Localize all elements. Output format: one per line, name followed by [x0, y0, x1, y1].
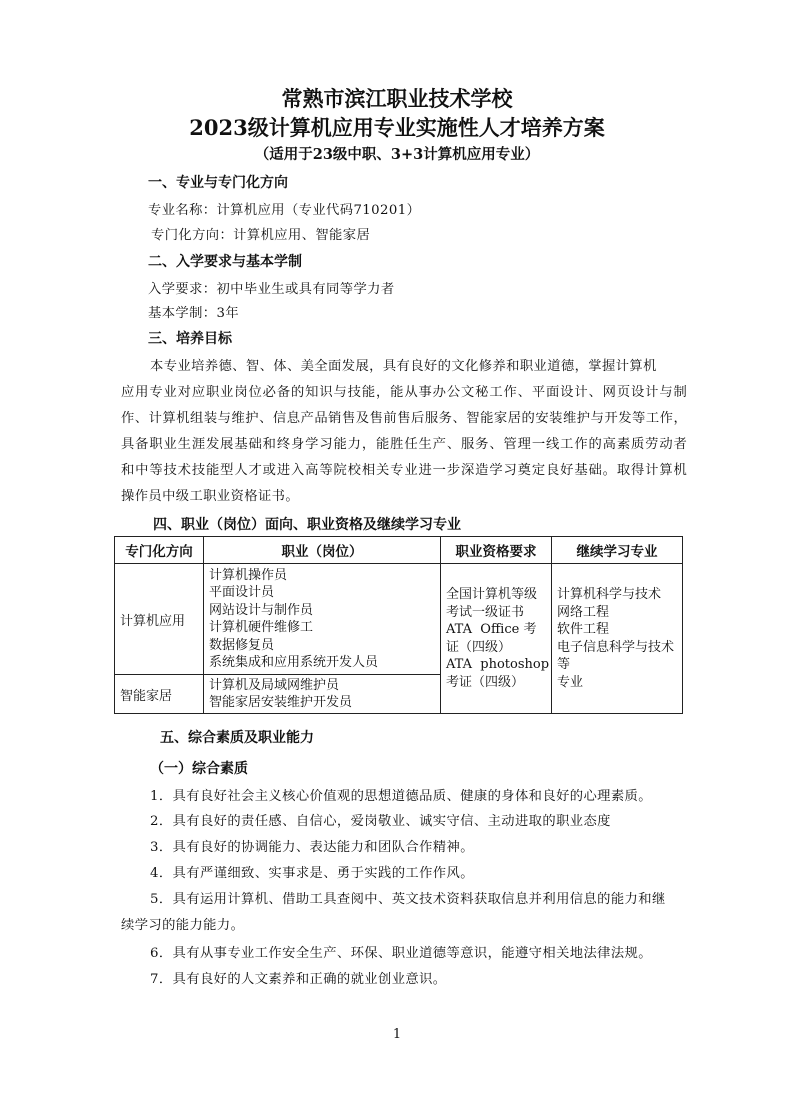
further-study-cell — [552, 564, 683, 714]
qualification-cell — [441, 564, 552, 714]
table-header: 专门化方向 — [115, 537, 204, 564]
qualification-line: ATA Office 考 — [446, 622, 537, 637]
quality-item: 1．具有良好社会主义核心价值观的思想道德品质、健康的身体和良好的心理素质。 — [150, 789, 652, 804]
quality-item: 6．具有从事专业工作安全生产、环保、职业道德等意识，能遵守相关地法律法规。 — [150, 946, 652, 961]
document-title-line2: 2023级计算机应用专业实施性人才培养方案 — [189, 115, 605, 140]
section3-heading: 三、培养目标 — [148, 331, 232, 347]
table-header: 职业（岗位） — [204, 537, 441, 564]
jobs-cell — [204, 564, 441, 675]
qualification-line: 全国计算机等级 — [446, 587, 538, 602]
job-item: 网站设计与制作员 — [209, 602, 314, 618]
qualification-line: ATA photoshop — [446, 657, 550, 672]
document-title: 常熟市滨江职业技术学校 — [281, 86, 513, 111]
jobs-cell — [204, 675, 441, 714]
job-item: 计算机操作员 — [209, 567, 288, 583]
further-study-line: 计算机科学与技术 — [557, 587, 662, 602]
further-study-line: 电子信息科学与技术等 — [557, 639, 675, 672]
direction-cell: 智能家居 — [115, 675, 204, 714]
further-study-line: 专业 — [557, 674, 584, 690]
objective-line-1: 本专业培养德、智、体、美全面发展，具有良好的文化修养和职业道德，掌握计算机 — [150, 359, 657, 374]
major-name: 专业名称：计算机应用（专业代码710201） — [148, 203, 421, 218]
further-study-line: 软件工程 — [557, 622, 610, 637]
job-item: 系统集成和应用系统开发人员 — [209, 655, 379, 670]
job-item: 平面设计员 — [209, 585, 275, 600]
objective-line-5: 和中等技术技能型人才或进入高等院校相关专业进一步深造学习奠定良好基础。取得计算机 — [121, 463, 687, 478]
section5-heading: 五、综合素质及职业能力 — [160, 730, 314, 746]
job-item: 计算机及局域网维护员 — [209, 677, 340, 693]
document-subtitle: （适用于23级中职、3+3计算机应用专业） — [254, 146, 540, 163]
objective-line-4: 具备职业生涯发展基础和终身学习能力，能胜任生产、服务、管理一线工作的高素质劳动者 — [121, 437, 687, 452]
table-header-row — [115, 537, 683, 564]
qualification-line: 考证（四级） — [446, 674, 525, 690]
further-study-line: 网络工程 — [557, 604, 610, 620]
qualification-line: 考试一级证书 — [446, 604, 525, 620]
objective-line-6: 操作员中级工职业资格证书。 — [121, 489, 300, 504]
page-number: 1 — [392, 1027, 402, 1042]
table-row — [115, 564, 683, 675]
table-header: 职业资格要求 — [441, 537, 552, 564]
section5-subheading: （一）综合素质 — [150, 761, 248, 777]
quality-item: 7．具有良好的人文素养和正确的就业创业意识。 — [150, 972, 447, 987]
quality-item: 4．具有严谨细致、实事求是、勇于实践的工作作风。 — [150, 866, 474, 881]
section2-heading: 二、入学要求与基本学制 — [148, 254, 302, 270]
qualification-line: 证（四级） — [446, 639, 512, 655]
quality-item-continued: 续学习的能力能力。 — [121, 918, 245, 933]
study-duration: 基本学制：3年 — [148, 306, 240, 321]
specialization-direction: 专门化方向：计算机应用、智能家居 — [151, 228, 371, 243]
admission-requirement: 入学要求：初中毕业生或具有同等学力者 — [148, 282, 395, 297]
quality-item: 3．具有良好的协调能力、表达能力和团队合作精神。 — [150, 840, 474, 855]
career-table — [114, 536, 683, 714]
direction-cell: 计算机应用 — [115, 564, 204, 675]
quality-item: 5．具有运用计算机、借助工具查阅中、英文技术资料获取信息并利用信息的能力和继 — [150, 892, 666, 907]
section4-heading: 四、职业（岗位）面向、职业资格及继续学习专业 — [153, 517, 461, 533]
job-item: 计算机硬件维修工 — [209, 620, 314, 635]
objective-line-2: 应用专业对应职业岗位必备的知识与技能，能从事办公文秘工作、平面设计、网页设计与制 — [121, 385, 687, 400]
objective-line-3: 作、计算机组装与维护、信息产品销售及售前售后服务、智能家居的安装维护与开发等工作， — [121, 411, 687, 426]
job-item: 数据修复员 — [209, 637, 275, 653]
table-header: 继续学习专业 — [552, 537, 683, 564]
quality-item: 2．具有良好的责任感、自信心，爱岗敬业、诚实守信、主动进取的职业态度 — [150, 814, 611, 829]
job-item: 智能家居安装维护开发员 — [209, 695, 353, 710]
section1-heading: 一、专业与专门化方向 — [148, 175, 288, 191]
